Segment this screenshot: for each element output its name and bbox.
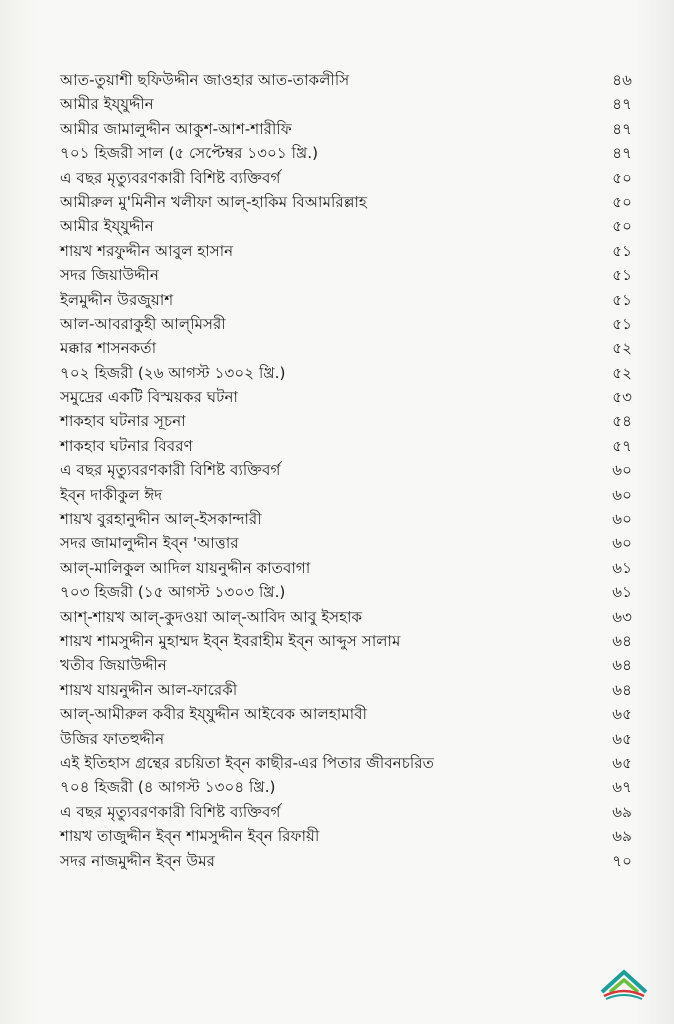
toc-entry-title: আমীর জামালুদ্দীন আকুশ-আশ-শারীফি [60, 119, 292, 138]
toc-entry [60, 800, 632, 824]
toc-entry-page-number: ৬৫ [612, 753, 632, 772]
toc-entry-page-number: ৬১ [612, 583, 632, 602]
toc-entry-title: শাকহাব ঘটনার সূচনা [60, 412, 186, 431]
toc-entry [60, 483, 632, 507]
toc-entry [60, 775, 632, 799]
toc-entry [60, 92, 632, 116]
toc-entry [60, 336, 632, 360]
toc-entry [60, 605, 632, 629]
toc-entry-title: আল্‌-মালিকুল আদিল যায়নুদ্দীন কাতবাগা [60, 558, 311, 577]
toc-entry-title: সদর জিয়াউদ্দীন [60, 266, 159, 285]
toc-entry-page-number: ৬৪ [612, 656, 632, 675]
toc-entry-title: শায়খ বুরহানুদ্দীন আল্‌-ইসকান্দারী [60, 510, 262, 529]
toc-entry [60, 531, 632, 555]
toc-entry-title: শাকহাব ঘটনার বিবরণ [60, 436, 193, 455]
toc-entry-title: ইব্‌ন দাকীকুল ঈদ [60, 485, 163, 504]
toc-entry-page-number: ৫০ [612, 168, 632, 187]
toc-entry-page-number: ৫৭ [612, 436, 632, 455]
toc-entry-page-number: ৬৯ [612, 802, 632, 821]
toc-entry-title: এ বছর মৃত্যুবরণকারী বিশিষ্ট ব্যক্তিবর্গ [60, 461, 281, 480]
toc-entry-title: এই ইতিহাস গ্রন্থের রচয়িতা ইব্‌ন কাছীর-এর পিতার জীবনচরিত [60, 753, 435, 772]
toc-entry-page-number: ৫১ [612, 241, 632, 260]
toc-entry-page-number: ৫১ [612, 266, 632, 285]
toc-entry-page-number: ৪৭ [612, 119, 632, 138]
toc-entry-page-number: ৭০ [612, 851, 632, 870]
toc-entry-title: ৭০১ হিজরী সাল (৫ সেপ্টেম্বর ১৩০১ খ্রি.) [60, 144, 319, 163]
toc-entry-title: সদর জামালুদ্দীন ইব্‌ন 'আত্তার [60, 534, 239, 553]
toc-entry-page-number: ৬০ [612, 510, 632, 529]
toc-entry [60, 117, 632, 141]
toc-entry-page-number: ৬১ [612, 558, 632, 577]
toc-entry [60, 580, 632, 604]
toc-entry [60, 141, 632, 165]
toc-entry-title: মক্কার শাসনকর্তা [60, 339, 157, 358]
toc-entry [60, 458, 632, 482]
toc-entry-page-number: ৬৪ [612, 631, 632, 650]
toc-entry-page-number: ৬০ [612, 485, 632, 504]
toc-entry-page-number: ৬৫ [612, 705, 632, 724]
toc-entry-page-number: ৪৭ [612, 95, 632, 114]
toc-entry-title: শায়খ যায়নুদ্দীন আল-ফারেকী [60, 680, 238, 699]
toc-entry [60, 239, 632, 263]
toc-entry-title: সমুদ্রের একটি বিস্ময়কর ঘটনা [60, 388, 238, 407]
toc-entry-page-number: ৫১ [612, 290, 632, 309]
toc-entry-page-number: ৫০ [612, 217, 632, 236]
toc-entry-title: আল্‌-আমীরুল কবীর ইয্‌যুদ্দীন আইবেক আলহামাবী [60, 705, 367, 724]
toc-entry-page-number: ৬৪ [612, 680, 632, 699]
toc-entry-title: ৭০২ হিজরী (২৬ আগস্ট ১৩০২ খ্রি.) [60, 363, 286, 382]
toc-entry [60, 68, 632, 92]
toc-entry-page-number: ৫৪ [612, 412, 632, 431]
toc-entry-page-number: ৫২ [612, 339, 632, 358]
toc-entry-page-number: ৬৩ [612, 607, 632, 626]
toc-entry [60, 751, 632, 775]
toc-entry-page-number: ৫১ [612, 314, 632, 333]
toc-entry [60, 629, 632, 653]
toc-entry-page-number: ৬৫ [612, 729, 632, 748]
toc-entry [60, 166, 632, 190]
toc-entry [60, 385, 632, 409]
toc-entry-page-number: ৪৬ [612, 71, 632, 89]
toc-entry [60, 849, 632, 873]
toc-entry-title: আমীর ইয্‌যুদ্দীন [60, 95, 154, 114]
toc-entry [60, 678, 632, 702]
toc-entry [60, 727, 632, 751]
publisher-logo-icon [596, 966, 652, 1000]
toc-entry [60, 556, 632, 580]
toc-entry [60, 190, 632, 214]
toc-entry-title: সদর নাজমুদ্দীন ইব্‌ন উমর [60, 851, 216, 870]
toc-entry-page-number: ৬০ [612, 461, 632, 480]
table-of-contents [60, 68, 632, 873]
toc-entry [60, 824, 632, 848]
toc-entry [60, 214, 632, 238]
toc-entry-title: খতীব জিয়াউদ্দীন [60, 656, 167, 675]
toc-entry-page-number: ৬০ [612, 534, 632, 553]
toc-entry [60, 288, 632, 312]
toc-entry-title: ৭০৩ হিজরী (১৫ আগস্ট ১৩০৩ খ্রি.) [60, 583, 286, 602]
toc-entry [60, 409, 632, 433]
toc-entry [60, 434, 632, 458]
toc-entry-title: আত-তুয়াশী ছফিউদ্দীন জাওহার আত-তাকলীসি [60, 71, 350, 89]
toc-entry [60, 507, 632, 531]
toc-entry-title: এ বছর মৃত্যুবরণকারী বিশিষ্ট ব্যক্তিবর্গ [60, 802, 281, 821]
toc-entry-title: শায়খ তাজুদ্দীন ইব্‌ন শামসুদ্দীন ইব্‌ন রিফায়ী [60, 827, 320, 846]
toc-entry-title: ইলমুদ্দীন উরজুয়াশ [60, 290, 174, 309]
toc-entry-page-number: ৫৩ [612, 388, 632, 407]
toc-entry-title: ৭০৪ হিজরী (৪ আগস্ট ১৩০৪ খ্রি.) [60, 778, 276, 797]
toc-entry [60, 653, 632, 677]
toc-entry [60, 263, 632, 287]
toc-entry-title: আমীর ইয্‌যুদ্দীন [60, 217, 154, 236]
toc-entry-title: শায়খ শামসুদ্দীন মুহাম্মদ ইব্‌ন ইবরাহীম ইব্‌ন আব্দুস সালাম [60, 631, 401, 650]
toc-entry-title: শায়খ শরফুদ্দীন আবুল হাসান [60, 241, 234, 260]
toc-entry-page-number: ৫০ [612, 192, 632, 211]
toc-entry-page-number: ৬৯ [612, 827, 632, 846]
toc-entry-title: উজির ফাতহুদ্দীন [60, 729, 165, 748]
toc-entry-title: আশ্‌-শায়খ আল্‌-কুদওয়া আল্‌-আবিদ আবু ইসহাক [60, 607, 363, 626]
toc-entry [60, 702, 632, 726]
toc-entry-title: আল-আবরাকুহী আল্‌মিসরী [60, 314, 226, 333]
toc-entry [60, 312, 632, 336]
toc-entry-page-number: ৫২ [612, 363, 632, 382]
toc-entry-title: আমীরুল মু'মিনীন খলীফা আল্‌-হাকিম বিআমরিল্লাহ [60, 192, 367, 211]
toc-entry-page-number: ৪৭ [612, 144, 632, 163]
toc-entry-page-number: ৬৭ [612, 778, 632, 797]
toc-entry-title: এ বছর মৃত্যুবরণকারী বিশিষ্ট ব্যক্তিবর্গ [60, 168, 281, 187]
toc-entry [60, 361, 632, 385]
